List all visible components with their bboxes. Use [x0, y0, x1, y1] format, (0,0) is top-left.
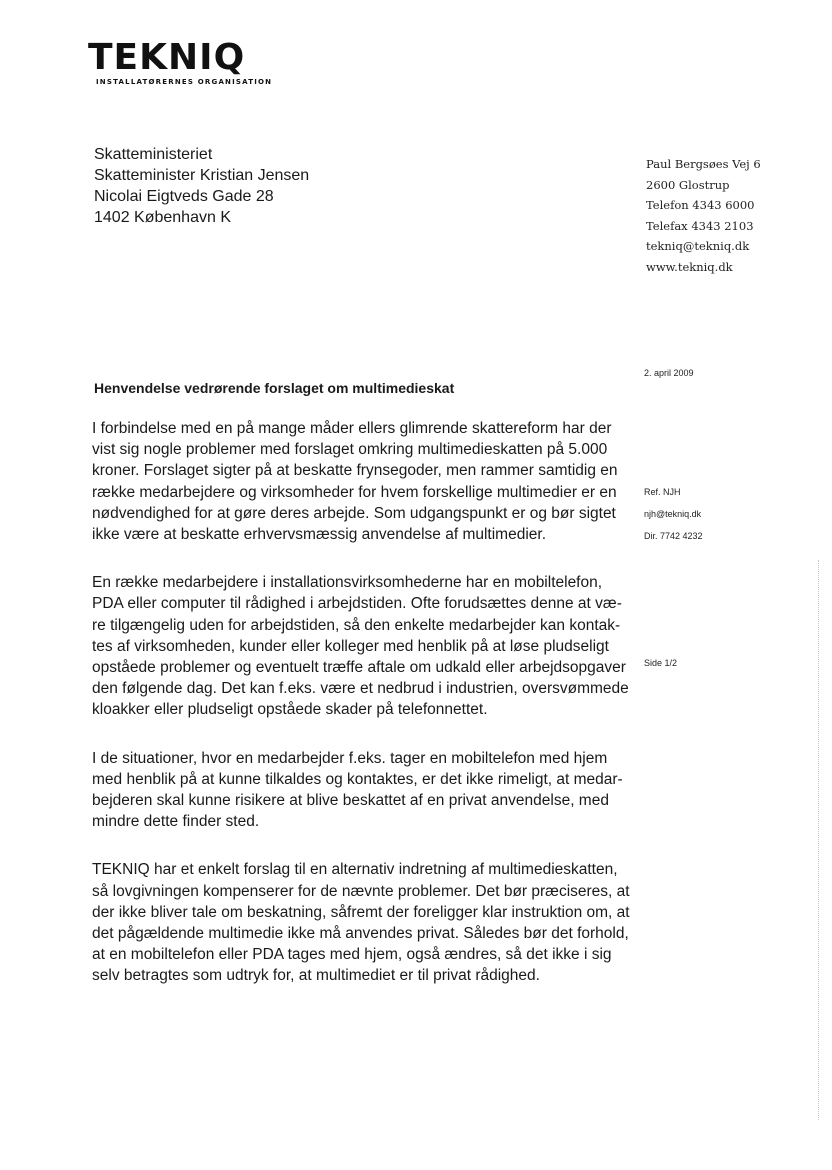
text-line: den følgende dag. Det kan f.eks. være et nedbrud i industrien, oversvømmede [92, 680, 629, 698]
text-line: række medarbejdere og virksomheder for hvem forskellige multimedier er en [92, 483, 617, 501]
reference-block [644, 481, 703, 547]
body-paragraph [92, 859, 632, 986]
text-line: selv betragtes som udtryk for, at multimediet er til privat rådighed. [92, 967, 540, 985]
text-line: vist sig nogle problemer med forslaget omkring multimedieskatten på 5.000 [92, 441, 608, 459]
recipient-line: Skatteministeriet [94, 146, 213, 163]
text-line: med henblik på at kunne tilkaldes og kontaktes, er det ikke rimeligt, at medar- [92, 770, 623, 788]
reference-email: njh@tekniq.dk [644, 509, 702, 519]
text-line: så lovgivningen kompenserer for de nævnte problemer. Det bør præciseres, at [92, 882, 630, 900]
text-line: I forbindelse med en på mange måder ellers glimrende skattereform har der [92, 420, 612, 437]
text-line: nødvendighed for at gøre deres arbejde. Som udgangspunkt er og bør sigtet [92, 504, 616, 522]
recipient-line: Nicolai Eigtveds Gade 28 [94, 188, 274, 205]
text-line: PDA eller computer til rådighed i arbejdstiden. Ofte forudsættes denne at væ- [92, 595, 622, 613]
text-line: kloakker eller pludseligt opståede skader på telefonnettet. [92, 701, 488, 719]
text-line: ikke være at beskatte erhvervsmæssig anvendelse af multimedier. [92, 526, 547, 544]
text-line: re tilgængelig uden for arbejdstiden, så den enkelte medarbejder kan kontak- [92, 616, 621, 634]
recipient-line: Skatteminister Kristian Jensen [94, 167, 310, 184]
recipient-line: 1402 København K [94, 209, 231, 226]
text-line: I de situationer, hvor en medarbejder f.eks. tager en mobiltelefon med hjem [92, 749, 608, 767]
sender-line: Paul Bergsøes Vej 6 [646, 157, 761, 171]
logo-wordmark: TEKNIQ [88, 37, 246, 78]
text-line: opståede problemer og eventuelt træffe aftale om udkald eller arbejdsopgaver [92, 659, 626, 677]
sender-line: Telefax 4343 2103 [646, 218, 754, 233]
body-paragraph [92, 748, 632, 833]
text-line: kroner. Forslaget sigter på at beskatte frynsegoder, men rammer samtidig en [92, 462, 618, 480]
recipient-address [94, 144, 309, 228]
sender-address [646, 154, 806, 278]
page-number: Side 1/2 [644, 658, 678, 668]
sender-email: tekniq@tekniq.dk [646, 239, 750, 254]
text-line: mindre dette finder sted. [92, 813, 260, 831]
letter-date: 2. april 2009 [644, 368, 694, 378]
text-line: at en mobiltelefon eller PDA tages med hjem, også ændres, så det ikke i sig [92, 946, 612, 964]
sender-line: Telefon 4343 6000 [646, 198, 755, 213]
text-line: der ikke bliver tale om beskatning, såfremt der foreligger klar instruktion om, at [92, 903, 630, 921]
sender-line: 2600 Glostrup [646, 177, 730, 192]
body-paragraph [92, 418, 632, 545]
reference-direct-phone: Dir. 7742 4232 [644, 531, 703, 541]
letter-subject: Henvendelse vedrørende forslaget om multimedieskat [94, 380, 455, 396]
sender-website: www.tekniq.dk [646, 259, 733, 274]
letter-body [92, 418, 632, 1014]
text-line: det pågældende multimedie ikke må anvendes privat. Således bør det forhold, [92, 925, 629, 943]
text-line: TEKNIQ har et enkelt forslag til en alternativ indretning af multimedieskatten, [92, 861, 618, 879]
reference-initials: Ref. NJH [644, 487, 681, 497]
body-paragraph [92, 572, 632, 720]
scan-edge-line [818, 560, 820, 1120]
logo-tagline: INSTALLATØRERNES ORGANISATION [96, 78, 273, 86]
text-line: bejderen skal kunne risikere at blive beskattet af en privat anvendelse, med [92, 792, 609, 810]
tekniq-logo [88, 37, 273, 86]
text-line: tes af virksomheden, kunder eller kolleger med henblik på at løse pludseligt [92, 637, 609, 655]
text-line: En række medarbejdere i installationsvirksomhederne har en mobiltelefon, [92, 574, 603, 592]
